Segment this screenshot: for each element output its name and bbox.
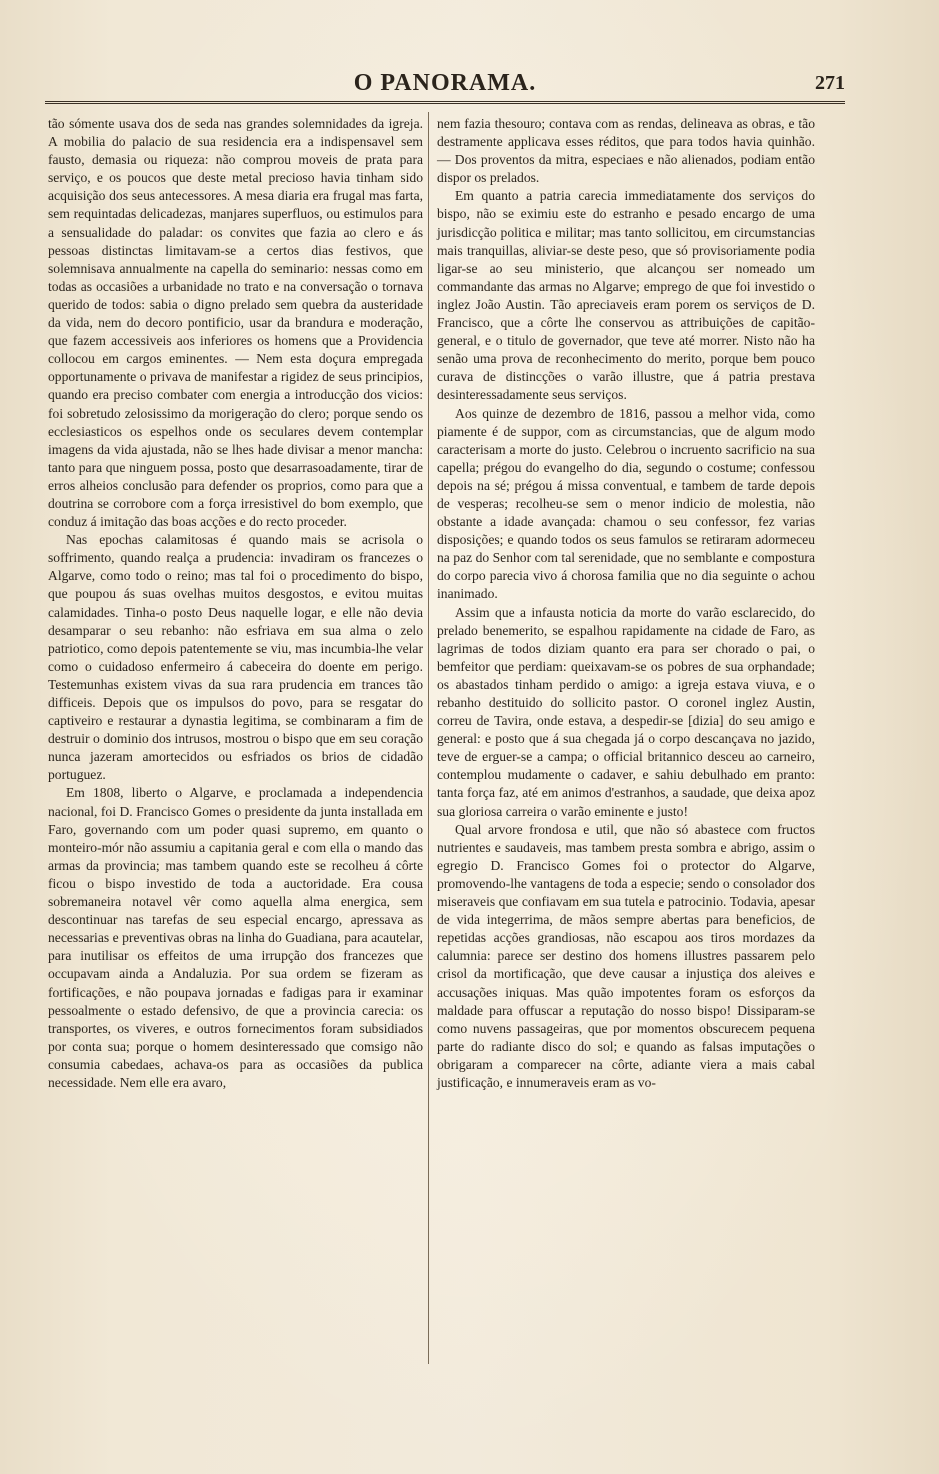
paragraph: Aos quinze de dezembro de 1816, passou a melhor vida, como piamente é de suppor, com as circumstancias, que de algum modo caracterisam a morte do justo. Celebrou o incruento sacrificio na sua capella; prégou do evangelho do dia, segundo o costume; confessou depois na sé; prégou á missa conventual, e tambem de tarde depois de vesperas; recolheu-se sem o menor indicio de molestia, não obstante a idade avançada: chamou o seu confessor, fez varias disposições; e quando todos os seus famulos se retiraram adormeceu na paz do Senhor com tal serenidade, que no semblante e compostura do corpo parecia vivo á chorosa familia que no dia seguinte o achou inanimado. [437,405,815,602]
paragraph: Qual arvore frondosa e util, que não só abastece com fructos nutrientes e saudaveis, mas tambem presta sombra e abrigo, assim o egregio D. Francisco Gomes foi o protector do Algarve, promovendo-lhe vantagens de toda a especie; sendo o consolador dos miseraveis que confiavam em sua tutela e patrocinio. Todavia, apesar de vida integerrima, de mãos sempre abertas para beneficios, de repetidas acções grandiosas, não escapou aos tiros mordazes da calumnia: parece ser destino dos homens illustres passarem pelo crisol da mortificação, que deve causar a injustiça dos aleives e accusações iniquas. Mas quão impotentes foram os esforços da maldade para offuscar a reputação do nosso bispo! Dissiparam-se como nuvens passageiras, que por momentos obscurecem pequena parte do radiante disco do sol; e quando as falsas imputações o obrigaram a comparecer na côrte, adiante viera a mais cabal justificação, e innumeraveis eram as vo- [437,821,815,1090]
right-column [437,115,815,1092]
paragraph: tão sómente usava dos de seda nas grandes solemnidades da igreja. A mobilia do palacio de sua residencia era a indispensavel sem fausto, demasia ou riqueza: não comprou moveis de prata para serviço, e os poucos que deste metal precioso havia tinham sido acquisição dos seus antecessores. A mesa diaria era frugal mas farta, sem requintadas delicadezas, manjares superfluos, ou estimulos para a sensualidade do paladar: os convites que fazia ao clero e ás pessoas distinctas limitavam-se a certos dias festivos, que solemnisava annualmente na capella do seminario: nessas como em todas as occasiões a urbanidade no trato e na conversação o tornava querido de todos: sabia o digno prelado sem quebra da austeridade da vida, nem do decoro pontificio, usar da brandura e moderação, que fazem accessiveis aos inferiores os homens que a Providencia collocou em cargos eminentes. — Nem esta doçura empregada opportunamente o privava de manifestar a rigidez de seus principios, quando era preciso combater com energia a introducção dos vicios: foi sobretudo zelosissimo da morigeração do clero; porque sendo os ecclesiasticos os espelhos onde os seculares devem contemplar imagens da vida ajustada, não se lhes hade divisar a menor mancha: tanto para que ninguem possa, posto que desarrasoadamente, tirar de erros alheios conclusão para defender os proprios, como para que a doutrina se corrobore com a força irresistivel do bom exemplo, que conduz á imitação das boas acções e do recto proceder. [48,116,423,530]
paragraph: nem fazia thesouro; contava com as rendas, delineava as obras, e tão destramente applicava esses réditos, que para todos havia quinhão. — Dos proventos da mitra, especiaes e não alienados, podiam então dispor os prelados. [437,116,815,186]
column-divider [428,112,429,1364]
publication-title: O PANORAMA. [353,70,537,96]
left-column [48,115,423,1092]
page-header [45,60,845,102]
paragraph: Em 1808, liberto o Algarve, e proclamada a independencia nacional, foi D. Francisco Gomes o presidente da junta installada em Faro, governando com um poder quasi supremo, em quanto o monteiro-mór não assumiu a capitania geral e com ella o mando das armas da provincia; mas tambem quando este se recolheu á côrte ficou o bispo investido de toda a auctoridade. Era cousa sobremaneira notavel vêr como aquella alma energica, sem descontinuar nas tarefas de seu especial encargo, apressava as necessarias e preventivas obras na linha do Guadiana, para acautelar, para inutilisar os effeitos de uma irrupção dos francezes que occupavam ainda a Andaluzia. Por sua ordem se fizeram as fortificações, e não poupava jornadas e fadigas para ir examinar pessoalmente o estado defensivo, de que a provincia carecia: os transportes, os viveres, e outros fornecimentos foram subsidiados por conta sua; porque o homem desinteressado que comsigo não consumia cabedaes, achava-os para as occasiões da publica necessidade. Nem elle era avaro, [48,785,423,1090]
paragraph: Assim que a infausta noticia da morte do varão esclarecido, do prelado benemerito, se espalhou rapidamente na cidade de Faro, as lagrimas de todos diziam quanto era para ser chorado o pai, o bemfeitor que perdiam: queixavam-se os pobres de sua orphandade; os abastados tinham perdido o amigo: a igreja estava viuva, e o rebanho destituido do sollicito pastor. O coronel inglez Austin, correu de Tavira, onde estava, a despedir-se [dizia] do seu amigo e general: e posto que á sua chegada já o corpo descançava no jazido, teve de erguer-se a campa; o official britannico desceu ao carneiro, contemplou mudamente o cadaver, e sahiu debulhado em pranto: tanta força faz, até em animos d'estranhos, a saudade, que deixa apoz sua gloriosa carreira o varão eminente e justo! [437,604,815,819]
page-number: 271 [815,72,845,94]
header-rule [45,101,845,104]
paragraph: Nas epochas calamitosas é quando mais se acrisola o soffrimento, quando realça a prudencia: invadiram os francezes o Algarve, como todo o reino; mas tal foi o procedimento do bispo, que poupou ás suas ovelhas muitos desgostos, e evitou muitas calamidades. Tinha-o posto Deus naquelle logar, e elle não devia desamparar o seu rebanho: não esfriava em sua alma o zelo patriotico, como depois patentemente se viu, mas incumbia-lhe velar como o cuidadoso enfermeiro á cabeceira do doente em perigo. Testemunhas existem vivas da sua rara prudencia em trances tão difficeis. Depois que os impulsos do povo, para se resgatar do captiveiro e restaurar a dynastia legitima, se combinaram a fim de destruir o dominio dos intrusos, mostrou o bispo que em seu coração nunca jazeram amortecidos ou esfriados os brios de cidadão portuguez. [48,532,423,783]
paragraph: Em quanto a patria carecia immediatamente dos serviços do bispo, não se eximiu este do estranho e pesado encargo de uma jurisdicção politica e militar; mas tanto sollicitou, em circumstancias mais tranquillas, aliviar-se deste peso, que só provisoriamente podia ligar-se ao seu ministerio, que alcançou ser nomeado um commandante das armas no Algarve; emprego de que foi investido o inglez João Austin. Tão apreciaveis eram porem os serviços de D. Francisco, que a côrte lhe conservou as attribuições de capitão-general, e o titulo de governador, que teve até morrer. Nisto não ha senão uma prova de reconhecimento do merito, porque bem pouco curava de distincções o varão illustre, que á patria prestava desinteressadamente seus serviços. [437,188,815,403]
